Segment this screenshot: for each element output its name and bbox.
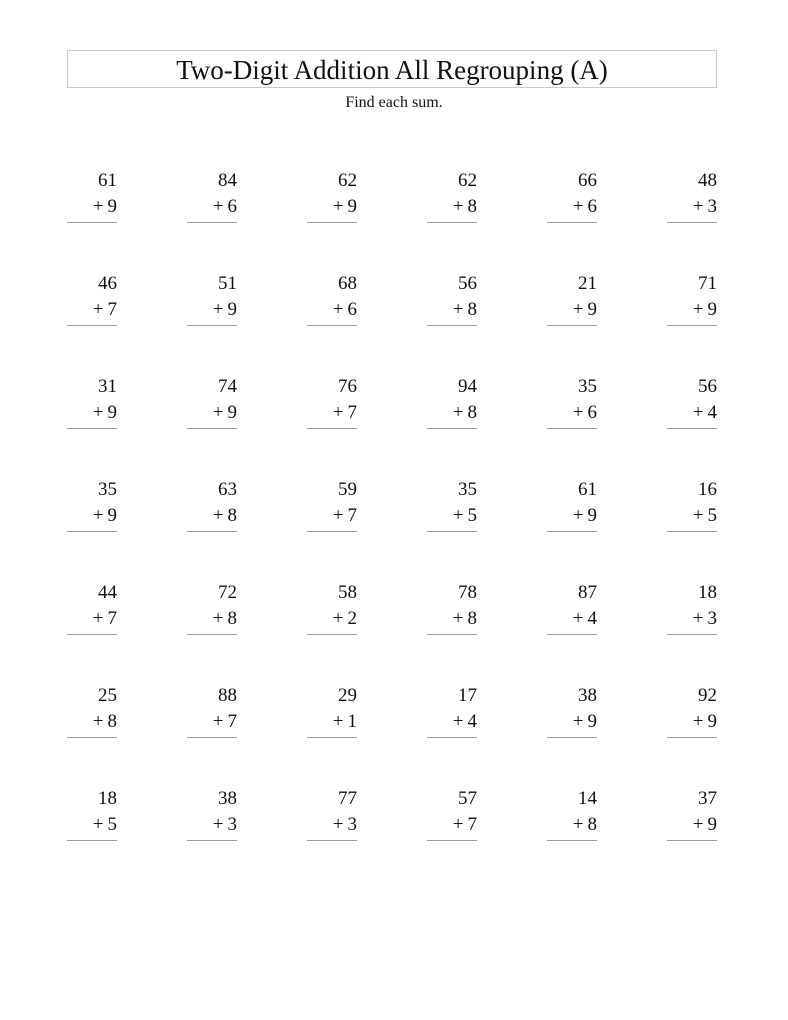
addend-top: 56 bbox=[698, 376, 717, 397]
addend-top: 25 bbox=[98, 685, 117, 706]
addition-problem bbox=[187, 374, 237, 477]
addend-bottom-row bbox=[187, 400, 237, 429]
addition-problem bbox=[427, 683, 477, 786]
addend-bottom-row bbox=[307, 606, 357, 635]
addend-top: 18 bbox=[698, 582, 717, 603]
addition-problem bbox=[667, 374, 717, 477]
addend-bottom: 9 bbox=[227, 299, 237, 320]
plus-sign: + bbox=[92, 608, 104, 629]
plus-sign: + bbox=[572, 402, 584, 423]
addition-problem bbox=[667, 168, 717, 271]
addition-problem bbox=[547, 786, 597, 889]
plus-sign: + bbox=[692, 814, 704, 835]
addend-top: 44 bbox=[98, 582, 117, 603]
plus-sign: + bbox=[332, 402, 344, 423]
addend-bottom: 3 bbox=[227, 814, 237, 835]
addend-bottom-row bbox=[187, 812, 237, 841]
addend-bottom: 8 bbox=[467, 608, 477, 629]
addend-bottom-row bbox=[307, 503, 357, 532]
addend-bottom-row bbox=[67, 709, 117, 738]
addition-problem bbox=[547, 271, 597, 374]
addend-bottom: 9 bbox=[107, 505, 117, 526]
plus-sign: + bbox=[212, 196, 224, 217]
addition-problem bbox=[307, 477, 357, 580]
plus-sign: + bbox=[572, 711, 584, 732]
plus-sign: + bbox=[92, 814, 104, 835]
addend-bottom: 8 bbox=[227, 505, 237, 526]
plus-sign: + bbox=[212, 402, 224, 423]
plus-sign: + bbox=[212, 299, 224, 320]
plus-sign: + bbox=[332, 608, 344, 629]
addend-bottom-row bbox=[187, 297, 237, 326]
plus-sign: + bbox=[332, 711, 344, 732]
addend-top: 38 bbox=[578, 685, 597, 706]
addition-problem bbox=[187, 271, 237, 374]
addition-problem bbox=[307, 168, 357, 271]
addend-bottom-row bbox=[547, 503, 597, 532]
plus-sign: + bbox=[692, 505, 704, 526]
addend-bottom: 7 bbox=[107, 299, 117, 320]
addend-bottom-row bbox=[307, 812, 357, 841]
addend-bottom-row bbox=[67, 503, 117, 532]
addition-problem bbox=[307, 580, 357, 683]
addend-bottom: 3 bbox=[707, 608, 717, 629]
addend-top: 17 bbox=[458, 685, 477, 706]
addition-problem bbox=[547, 580, 597, 683]
addend-bottom-row bbox=[667, 709, 717, 738]
plus-sign: + bbox=[92, 299, 104, 320]
addend-bottom-row bbox=[427, 606, 477, 635]
addend-bottom-row bbox=[187, 503, 237, 532]
addend-top: 78 bbox=[458, 582, 477, 603]
addend-bottom: 8 bbox=[467, 402, 477, 423]
plus-sign: + bbox=[452, 505, 464, 526]
addend-bottom-row bbox=[187, 194, 237, 223]
addend-bottom-row bbox=[427, 812, 477, 841]
addend-bottom: 6 bbox=[587, 402, 597, 423]
addend-bottom: 8 bbox=[467, 299, 477, 320]
addend-bottom: 7 bbox=[347, 402, 357, 423]
addend-top: 29 bbox=[338, 685, 357, 706]
plus-sign: + bbox=[452, 196, 464, 217]
addend-top: 46 bbox=[98, 273, 117, 294]
addition-problem bbox=[67, 271, 117, 374]
addend-top: 58 bbox=[338, 582, 357, 603]
problem-grid bbox=[67, 168, 717, 889]
addend-bottom: 3 bbox=[347, 814, 357, 835]
plus-sign: + bbox=[452, 299, 464, 320]
addition-problem bbox=[547, 477, 597, 580]
plus-sign: + bbox=[572, 299, 584, 320]
addition-problem bbox=[427, 374, 477, 477]
addend-bottom: 6 bbox=[227, 196, 237, 217]
addition-problem bbox=[187, 786, 237, 889]
plus-sign: + bbox=[92, 505, 104, 526]
addend-bottom: 9 bbox=[707, 299, 717, 320]
addend-bottom-row bbox=[667, 503, 717, 532]
addend-top: 68 bbox=[338, 273, 357, 294]
plus-sign: + bbox=[572, 608, 584, 629]
worksheet-title: Two-Digit Addition All Regrouping (A) bbox=[67, 50, 717, 88]
plus-sign: + bbox=[212, 814, 224, 835]
addend-bottom: 5 bbox=[107, 814, 117, 835]
addend-bottom-row bbox=[67, 812, 117, 841]
plus-sign: + bbox=[332, 299, 344, 320]
addition-problem bbox=[667, 683, 717, 786]
addition-problem bbox=[67, 786, 117, 889]
addend-bottom: 3 bbox=[707, 196, 717, 217]
addend-top: 16 bbox=[698, 479, 717, 500]
addend-top: 88 bbox=[218, 685, 237, 706]
addition-problem bbox=[667, 786, 717, 889]
plus-sign: + bbox=[212, 711, 224, 732]
worksheet-instructions: Find each sum. bbox=[345, 94, 443, 111]
addend-bottom-row bbox=[307, 194, 357, 223]
addend-bottom: 4 bbox=[467, 711, 477, 732]
plus-sign: + bbox=[92, 196, 104, 217]
plus-sign: + bbox=[452, 402, 464, 423]
addend-top: 18 bbox=[98, 788, 117, 809]
addend-bottom: 7 bbox=[107, 608, 117, 629]
addition-problem bbox=[307, 374, 357, 477]
addend-bottom-row bbox=[67, 194, 117, 223]
plus-sign: + bbox=[572, 196, 584, 217]
addend-bottom-row bbox=[667, 606, 717, 635]
plus-sign: + bbox=[452, 711, 464, 732]
addend-top: 35 bbox=[98, 479, 117, 500]
addend-bottom: 9 bbox=[107, 196, 117, 217]
addend-top: 84 bbox=[218, 170, 237, 191]
plus-sign: + bbox=[212, 505, 224, 526]
addition-problem bbox=[547, 374, 597, 477]
addend-top: 57 bbox=[458, 788, 477, 809]
addition-problem bbox=[427, 271, 477, 374]
addend-top: 94 bbox=[458, 376, 477, 397]
addition-problem bbox=[187, 580, 237, 683]
addend-top: 38 bbox=[218, 788, 237, 809]
plus-sign: + bbox=[92, 402, 104, 423]
addend-top: 71 bbox=[698, 273, 717, 294]
addend-bottom-row bbox=[67, 400, 117, 429]
addend-bottom-row bbox=[667, 194, 717, 223]
plus-sign: + bbox=[332, 196, 344, 217]
addend-top: 35 bbox=[578, 376, 597, 397]
addend-top: 21 bbox=[578, 273, 597, 294]
addend-top: 92 bbox=[698, 685, 717, 706]
plus-sign: + bbox=[452, 608, 464, 629]
addend-bottom-row bbox=[547, 812, 597, 841]
addend-bottom: 1 bbox=[347, 711, 357, 732]
addition-problem bbox=[67, 580, 117, 683]
addend-bottom: 9 bbox=[707, 711, 717, 732]
addend-bottom: 8 bbox=[227, 608, 237, 629]
addition-problem bbox=[307, 786, 357, 889]
addend-top: 63 bbox=[218, 479, 237, 500]
addend-bottom-row bbox=[67, 297, 117, 326]
addend-top: 35 bbox=[458, 479, 477, 500]
addend-top: 56 bbox=[458, 273, 477, 294]
addition-problem bbox=[667, 580, 717, 683]
plus-sign: + bbox=[692, 402, 704, 423]
addend-top: 51 bbox=[218, 273, 237, 294]
addition-problem bbox=[307, 683, 357, 786]
addend-bottom-row bbox=[547, 400, 597, 429]
addend-bottom: 9 bbox=[107, 402, 117, 423]
addition-problem bbox=[307, 271, 357, 374]
addition-problem bbox=[187, 683, 237, 786]
addition-problem bbox=[667, 477, 717, 580]
addition-problem bbox=[427, 580, 477, 683]
addend-bottom: 5 bbox=[467, 505, 477, 526]
addend-top: 74 bbox=[218, 376, 237, 397]
addend-top: 76 bbox=[338, 376, 357, 397]
addend-bottom-row bbox=[427, 400, 477, 429]
addend-top: 31 bbox=[98, 376, 117, 397]
addend-bottom-row bbox=[427, 194, 477, 223]
plus-sign: + bbox=[692, 711, 704, 732]
plus-sign: + bbox=[572, 505, 584, 526]
addend-bottom-row bbox=[427, 297, 477, 326]
plus-sign: + bbox=[572, 814, 584, 835]
addend-top: 72 bbox=[218, 582, 237, 603]
addend-top: 66 bbox=[578, 170, 597, 191]
addition-problem bbox=[547, 168, 597, 271]
addend-top: 59 bbox=[338, 479, 357, 500]
addition-problem bbox=[67, 374, 117, 477]
addend-top: 37 bbox=[698, 788, 717, 809]
addend-bottom-row bbox=[667, 400, 717, 429]
addition-problem bbox=[547, 683, 597, 786]
addend-bottom-row bbox=[307, 709, 357, 738]
addend-top: 62 bbox=[338, 170, 357, 191]
addition-problem bbox=[67, 477, 117, 580]
addend-bottom: 6 bbox=[587, 196, 597, 217]
addend-bottom: 8 bbox=[467, 196, 477, 217]
addend-bottom: 9 bbox=[707, 814, 717, 835]
addend-bottom: 7 bbox=[227, 711, 237, 732]
addend-bottom-row bbox=[547, 709, 597, 738]
addition-problem bbox=[187, 477, 237, 580]
plus-sign: + bbox=[332, 814, 344, 835]
addend-bottom: 9 bbox=[587, 505, 597, 526]
addend-bottom: 9 bbox=[587, 711, 597, 732]
addend-top: 61 bbox=[578, 479, 597, 500]
addition-problem bbox=[67, 683, 117, 786]
addition-problem bbox=[67, 168, 117, 271]
addend-bottom: 8 bbox=[587, 814, 597, 835]
addition-problem bbox=[427, 477, 477, 580]
plus-sign: + bbox=[452, 814, 464, 835]
addend-top: 48 bbox=[698, 170, 717, 191]
addend-bottom-row bbox=[667, 297, 717, 326]
addend-bottom-row bbox=[187, 709, 237, 738]
addend-bottom-row bbox=[427, 503, 477, 532]
addend-top: 14 bbox=[578, 788, 597, 809]
addition-problem bbox=[427, 168, 477, 271]
addition-problem bbox=[187, 168, 237, 271]
plus-sign: + bbox=[692, 608, 704, 629]
addend-top: 87 bbox=[578, 582, 597, 603]
addend-bottom-row bbox=[427, 709, 477, 738]
addend-bottom-row bbox=[67, 606, 117, 635]
addend-bottom-row bbox=[667, 812, 717, 841]
addition-problem bbox=[667, 271, 717, 374]
addend-bottom-row bbox=[187, 606, 237, 635]
plus-sign: + bbox=[332, 505, 344, 526]
plus-sign: + bbox=[692, 299, 704, 320]
addend-bottom: 4 bbox=[707, 402, 717, 423]
addition-problem bbox=[427, 786, 477, 889]
plus-sign: + bbox=[692, 196, 704, 217]
addend-bottom-row bbox=[307, 297, 357, 326]
addend-bottom: 9 bbox=[227, 402, 237, 423]
addend-bottom: 7 bbox=[467, 814, 477, 835]
plus-sign: + bbox=[212, 608, 224, 629]
addend-top: 61 bbox=[98, 170, 117, 191]
addend-top: 62 bbox=[458, 170, 477, 191]
addend-top: 77 bbox=[338, 788, 357, 809]
addend-bottom-row bbox=[307, 400, 357, 429]
addend-bottom-row bbox=[547, 297, 597, 326]
addend-bottom: 9 bbox=[587, 299, 597, 320]
addend-bottom: 2 bbox=[347, 608, 357, 629]
addend-bottom: 8 bbox=[107, 711, 117, 732]
plus-sign: + bbox=[92, 711, 104, 732]
addend-bottom-row bbox=[547, 606, 597, 635]
addend-bottom: 9 bbox=[347, 196, 357, 217]
addend-bottom-row bbox=[547, 194, 597, 223]
addend-bottom: 4 bbox=[587, 608, 597, 629]
addend-bottom: 7 bbox=[347, 505, 357, 526]
addend-bottom: 5 bbox=[707, 505, 717, 526]
addend-bottom: 6 bbox=[347, 299, 357, 320]
